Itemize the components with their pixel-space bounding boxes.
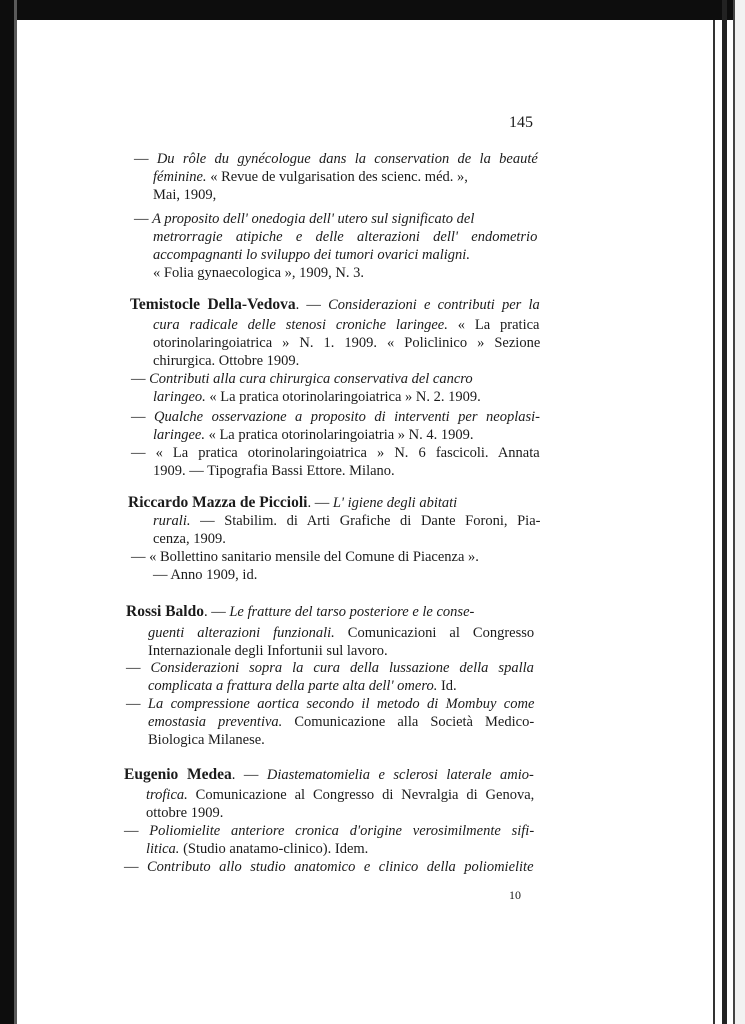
entry-line — [153, 352, 299, 370]
citation-text: cenza, 1909. — [153, 531, 226, 547]
citation-text: — — [134, 151, 157, 167]
entry-line — [153, 462, 395, 480]
entry-line — [126, 695, 534, 713]
title-text: guenti alterazioni funzionali. — [148, 625, 335, 641]
citation-text: — — [124, 859, 147, 875]
entry-line — [153, 264, 364, 282]
citation-text: « La pratica otorinolaringoiatrica » N. 2. 1909. — [205, 389, 481, 405]
entry-line — [124, 766, 534, 784]
title-text: Considerazioni sopra la cura della lussazione della spalla — [150, 660, 534, 676]
title-text: L' igiene degli abitati — [332, 495, 458, 511]
citation-text: — — [131, 409, 154, 425]
entry-line — [134, 150, 538, 168]
title-text: metrorragie atipiche e delle alterazioni dell' endometrio — [153, 229, 538, 245]
citation-text: (Studio anatamo-clinico). Idem. — [179, 841, 369, 857]
title-text: trofica. — [146, 787, 188, 803]
citation-text: . — — [307, 495, 333, 511]
citation-text: « La pratica — [447, 317, 540, 333]
title-text: emostasia preventiva. — [148, 714, 283, 730]
entry-line — [153, 168, 468, 186]
entry-line — [153, 388, 481, 406]
title-text: laringee. — [153, 427, 205, 443]
entry-line — [128, 494, 457, 512]
entry-line — [126, 603, 474, 621]
entry-line — [131, 444, 540, 462]
entry-line — [131, 548, 479, 566]
scan-left-border — [0, 0, 14, 1024]
title-text: Contributo allo studio anatomico e clinico della poliomielite — [147, 859, 534, 875]
title-text: rurali. — [153, 513, 191, 529]
entry-line — [126, 659, 534, 677]
entry-line — [130, 296, 540, 314]
entry-line — [131, 408, 540, 426]
entry-line — [148, 713, 534, 731]
title-text: Poliomielite anteriore cronica d'origine verosimilmente sifi- — [149, 823, 535, 839]
signature-mark: 10 — [509, 888, 521, 902]
entry-line — [153, 512, 540, 530]
title-text: Le fratture del tarso posteriore e le conse- — [229, 604, 475, 620]
title-text: Considerazioni e contributi per la — [328, 297, 540, 313]
citation-text: — — [126, 696, 148, 712]
title-text: accompagnanti lo sviluppo dei tumori ovarici maligni. — [153, 247, 470, 263]
entry-line — [134, 210, 474, 228]
title-text: Qualche osservazione a proposito di interventi per neoplasi- — [154, 409, 540, 425]
entry-line — [124, 858, 534, 876]
page-number: 145 — [509, 114, 533, 131]
title-text: A proposito dell' onedogia dell' utero sul significato del — [152, 211, 475, 227]
scan-right-edge — [713, 20, 715, 1024]
citation-text: — — [131, 371, 150, 387]
citation-text: Biologica Milanese. — [148, 732, 265, 748]
citation-text: 1909. — Tipografia Bassi Ettore. Milano. — [153, 463, 395, 479]
entry-line — [148, 731, 265, 749]
title-text: laringeo. — [153, 389, 206, 405]
scan-right-binding — [722, 0, 727, 1024]
citation-text: Comunicazione al Congresso di Nevralgia di Genova, — [187, 787, 535, 803]
entry-line — [148, 677, 457, 695]
citation-text: « La pratica otorinolaringoiatria » N. 4. 1909. — [204, 427, 474, 443]
citation-text: Comunicazione alla Società Medico- — [282, 714, 535, 730]
entry-line — [153, 426, 474, 444]
citation-text: — « Bollettino sanitario mensile del Comune di Piacenza ». — [131, 549, 479, 565]
citation-text: Comunicazioni al Congresso — [334, 625, 535, 641]
citation-text: Id. — [437, 678, 457, 694]
entry-line — [153, 334, 540, 352]
citation-text: — — [134, 211, 153, 227]
citation-text: — — [124, 823, 150, 839]
scan-right-margin — [733, 0, 745, 1024]
entry-line — [148, 642, 388, 660]
author-name: Eugenio Medea — [124, 766, 232, 783]
citation-text: chirurgica. Ottobre 1909. — [153, 353, 300, 369]
entry-line — [131, 370, 473, 388]
author-name: Rossi Baldo — [126, 603, 204, 620]
entry-line — [124, 822, 534, 840]
title-text: La compressione aortica secondo il metodo di Mombuy come — [147, 696, 535, 712]
title-text: féminine. — [153, 169, 207, 185]
citation-text: « Folia gynaecologica », 1909, N. 3. — [153, 265, 365, 281]
citation-text: Mai, 1909, — [153, 187, 217, 203]
title-text: Contributi alla cura chirurgica conservativa del cancro — [149, 371, 473, 387]
citation-text: . — — [203, 604, 230, 620]
entry-line — [146, 840, 368, 858]
citation-text: — — [126, 660, 151, 676]
citation-text: otorinolaringoiatrica » N. 1. 1909. « Policlinico » Sezione — [153, 335, 541, 351]
entry-line — [148, 624, 534, 642]
scan-left-edge — [14, 0, 17, 1024]
entry-line — [146, 786, 534, 804]
entry-line — [146, 804, 223, 822]
citation-text: — Stabilim. di Arti Grafiche di Dante Foroni, Pia- — [190, 513, 541, 529]
citation-text: — « La pratica otorinolaringoiatrica » N. 6 fascicoli. Annata — [131, 445, 540, 461]
entry-line — [153, 566, 257, 584]
citation-text: . — — [295, 297, 329, 313]
entry-line — [153, 246, 470, 264]
citation-text: « Revue de vulgarisation des scienc. méd. », — [206, 169, 468, 185]
citation-text: ottobre 1909. — [146, 805, 224, 821]
citation-text: Internazionale degli Infortunii sul lavoro. — [148, 643, 388, 659]
author-name: Temistocle Della-Vedova — [130, 296, 296, 313]
entry-line — [153, 530, 226, 548]
author-name: Riccardo Mazza de Piccioli — [128, 494, 308, 511]
citation-text: . — — [231, 767, 267, 783]
citation-text: — Anno 1909, id. — [153, 567, 258, 583]
title-text: Diastematomielia e sclerosi laterale amio- — [266, 767, 534, 783]
scan-top-border — [0, 0, 745, 20]
entry-line — [153, 316, 540, 334]
title-text: cura radicale delle stenosi croniche laringee. — [153, 317, 448, 333]
entry-line — [153, 228, 537, 246]
title-text: Du rôle du gynécologue dans la conservation de la beauté — [156, 151, 538, 167]
entry-line — [153, 186, 216, 204]
title-text: complicata a frattura della parte alta dell' omero. — [148, 678, 438, 694]
title-text: litica. — [146, 841, 180, 857]
